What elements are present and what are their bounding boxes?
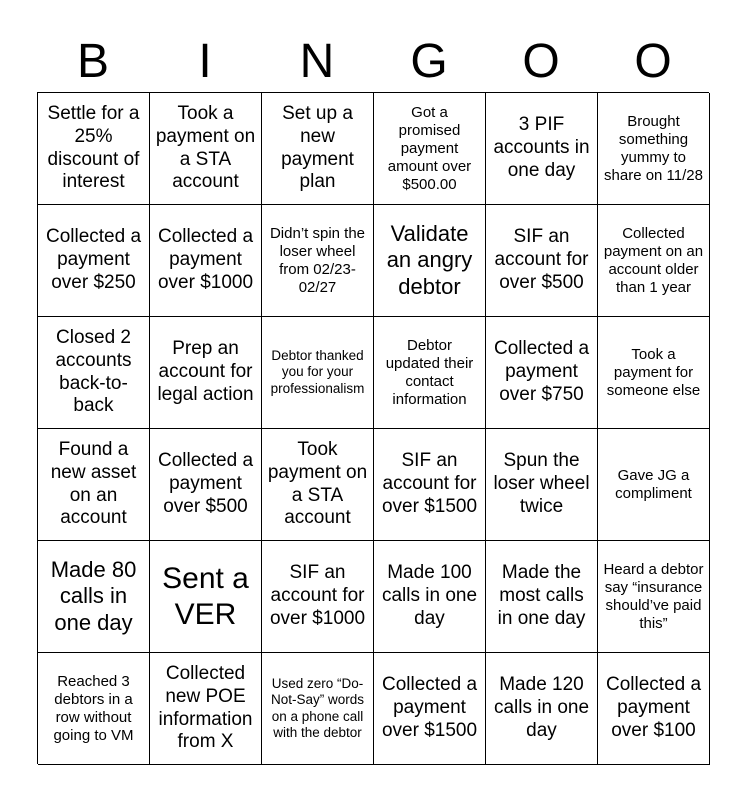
bingo-cell-text: Collected a payment over $1000 bbox=[157, 226, 254, 293]
bingo-cell[interactable] bbox=[262, 93, 374, 205]
bingo-cell-text: Prep an account for legal action bbox=[157, 338, 254, 405]
bingo-cell[interactable] bbox=[150, 653, 262, 765]
bingo-cell[interactable] bbox=[374, 429, 486, 541]
header-letter-o-2: O bbox=[634, 34, 672, 88]
bingo-cell-text: Didn’t spin the loser wheel from 02/23-02/27 bbox=[269, 224, 366, 296]
bingo-cell-text: Validate an angry debtor bbox=[386, 220, 473, 299]
bingo-cell-text: Made 100 calls in one day bbox=[381, 562, 478, 629]
bingo-cell[interactable] bbox=[598, 429, 710, 541]
bingo-cell-text: Took payment on a STA account bbox=[267, 438, 368, 529]
bingo-cell[interactable] bbox=[374, 93, 486, 205]
bingo-cell-text: Spun the loser wheel twice bbox=[493, 450, 590, 517]
bingo-cell[interactable] bbox=[486, 317, 598, 429]
bingo-cell[interactable] bbox=[150, 429, 262, 541]
bingo-cell[interactable] bbox=[374, 205, 486, 317]
bingo-cell-text: Collected a payment over $500 bbox=[157, 450, 254, 517]
bingo-cell[interactable] bbox=[262, 541, 374, 653]
bingo-cell-text: SIF an account for over $500 bbox=[494, 226, 589, 293]
bingo-cell[interactable] bbox=[150, 317, 262, 429]
bingo-cell-text: Brought something yummy to share on 11/28 bbox=[604, 112, 703, 184]
header-letter-o: O bbox=[522, 34, 560, 88]
bingo-cell[interactable] bbox=[150, 541, 262, 653]
bingo-cell-text: Made 120 calls in one day bbox=[493, 674, 590, 741]
bingo-cell-text: SIF an account for over $1500 bbox=[381, 450, 478, 517]
bingo-cell[interactable] bbox=[262, 429, 374, 541]
bingo-cell[interactable] bbox=[598, 317, 710, 429]
bingo-cell-text: Collected a payment over $1500 bbox=[381, 674, 478, 741]
bingo-cell-text: Reached 3 debtors in a row without going to VM bbox=[53, 672, 134, 744]
bingo-cell[interactable] bbox=[262, 653, 374, 765]
bingo-cell[interactable] bbox=[486, 653, 598, 765]
header-letter-n: N bbox=[299, 34, 335, 88]
bingo-cell[interactable] bbox=[598, 541, 710, 653]
bingo-cell-text: Collected a payment over $100 bbox=[605, 674, 702, 741]
bingo-cell-text: Took a payment for someone else bbox=[606, 345, 701, 399]
bingo-cell-text: Collected new POE information from X bbox=[158, 662, 253, 753]
bingo-cell-text: Debtor updated their contact information bbox=[385, 336, 474, 408]
bingo-cell-text: Used zero “Do-Not-Say” words on a phone call with the debtor bbox=[270, 676, 365, 740]
bingo-header bbox=[37, 30, 709, 92]
bingo-cell[interactable] bbox=[150, 205, 262, 317]
bingo-cell[interactable] bbox=[38, 317, 150, 429]
bingo-cell-text: Collected a payment over $750 bbox=[493, 338, 590, 405]
bingo-cell-text: Found a new asset on an account bbox=[50, 438, 137, 529]
bingo-cell[interactable] bbox=[598, 93, 710, 205]
bingo-cell[interactable] bbox=[486, 93, 598, 205]
bingo-cell[interactable] bbox=[374, 317, 486, 429]
bingo-cell-text: Heard a debtor say “insurance should’ve paid this” bbox=[603, 560, 704, 632]
bingo-cell[interactable] bbox=[486, 205, 598, 317]
bingo-cell[interactable] bbox=[486, 541, 598, 653]
bingo-cell[interactable] bbox=[486, 429, 598, 541]
bingo-cell-text: Made 80 calls in one day bbox=[50, 556, 137, 635]
bingo-cell[interactable] bbox=[38, 541, 150, 653]
bingo-cell[interactable] bbox=[38, 429, 150, 541]
header-letter-b: B bbox=[76, 34, 109, 88]
header-letter-i: I bbox=[198, 34, 212, 88]
bingo-cell[interactable] bbox=[150, 93, 262, 205]
bingo-cell[interactable] bbox=[262, 205, 374, 317]
bingo-cell-text: 3 PIF accounts in one day bbox=[493, 114, 590, 181]
bingo-cell[interactable] bbox=[598, 205, 710, 317]
bingo-board bbox=[37, 92, 709, 764]
bingo-cell-text: Gave JG a compliment bbox=[615, 466, 692, 502]
bingo-cell[interactable] bbox=[374, 653, 486, 765]
header-letter-g: G bbox=[410, 34, 448, 88]
bingo-cell[interactable] bbox=[262, 317, 374, 429]
bingo-cell-text: Set up a new payment plan bbox=[281, 102, 354, 193]
bingo-cell-text: Got a promised payment amount over $500.00 bbox=[387, 103, 472, 193]
bingo-cell[interactable] bbox=[38, 653, 150, 765]
bingo-cell-text: Debtor thanked you for your professionalism bbox=[270, 348, 365, 396]
bingo-cell-text: Collected a payment over $250 bbox=[45, 226, 142, 293]
bingo-cell[interactable] bbox=[374, 541, 486, 653]
bingo-cell[interactable] bbox=[38, 205, 150, 317]
bingo-cell-text: Made the most calls in one day bbox=[497, 562, 586, 629]
bingo-cell[interactable] bbox=[598, 653, 710, 765]
bingo-cell-text: Collected payment on an account older than 1 year bbox=[603, 224, 704, 296]
bingo-cell-text: Closed 2 accounts back-to-back bbox=[55, 326, 132, 417]
bingo-cell-text: SIF an account for over $1000 bbox=[269, 562, 366, 629]
bingo-cell-text: Settle for a 25% discount of interest bbox=[47, 102, 140, 193]
bingo-cell[interactable] bbox=[38, 93, 150, 205]
bingo-cell-text: Sent a VER bbox=[162, 561, 249, 631]
bingo-cell-text: Took a payment on a STA account bbox=[155, 102, 256, 193]
